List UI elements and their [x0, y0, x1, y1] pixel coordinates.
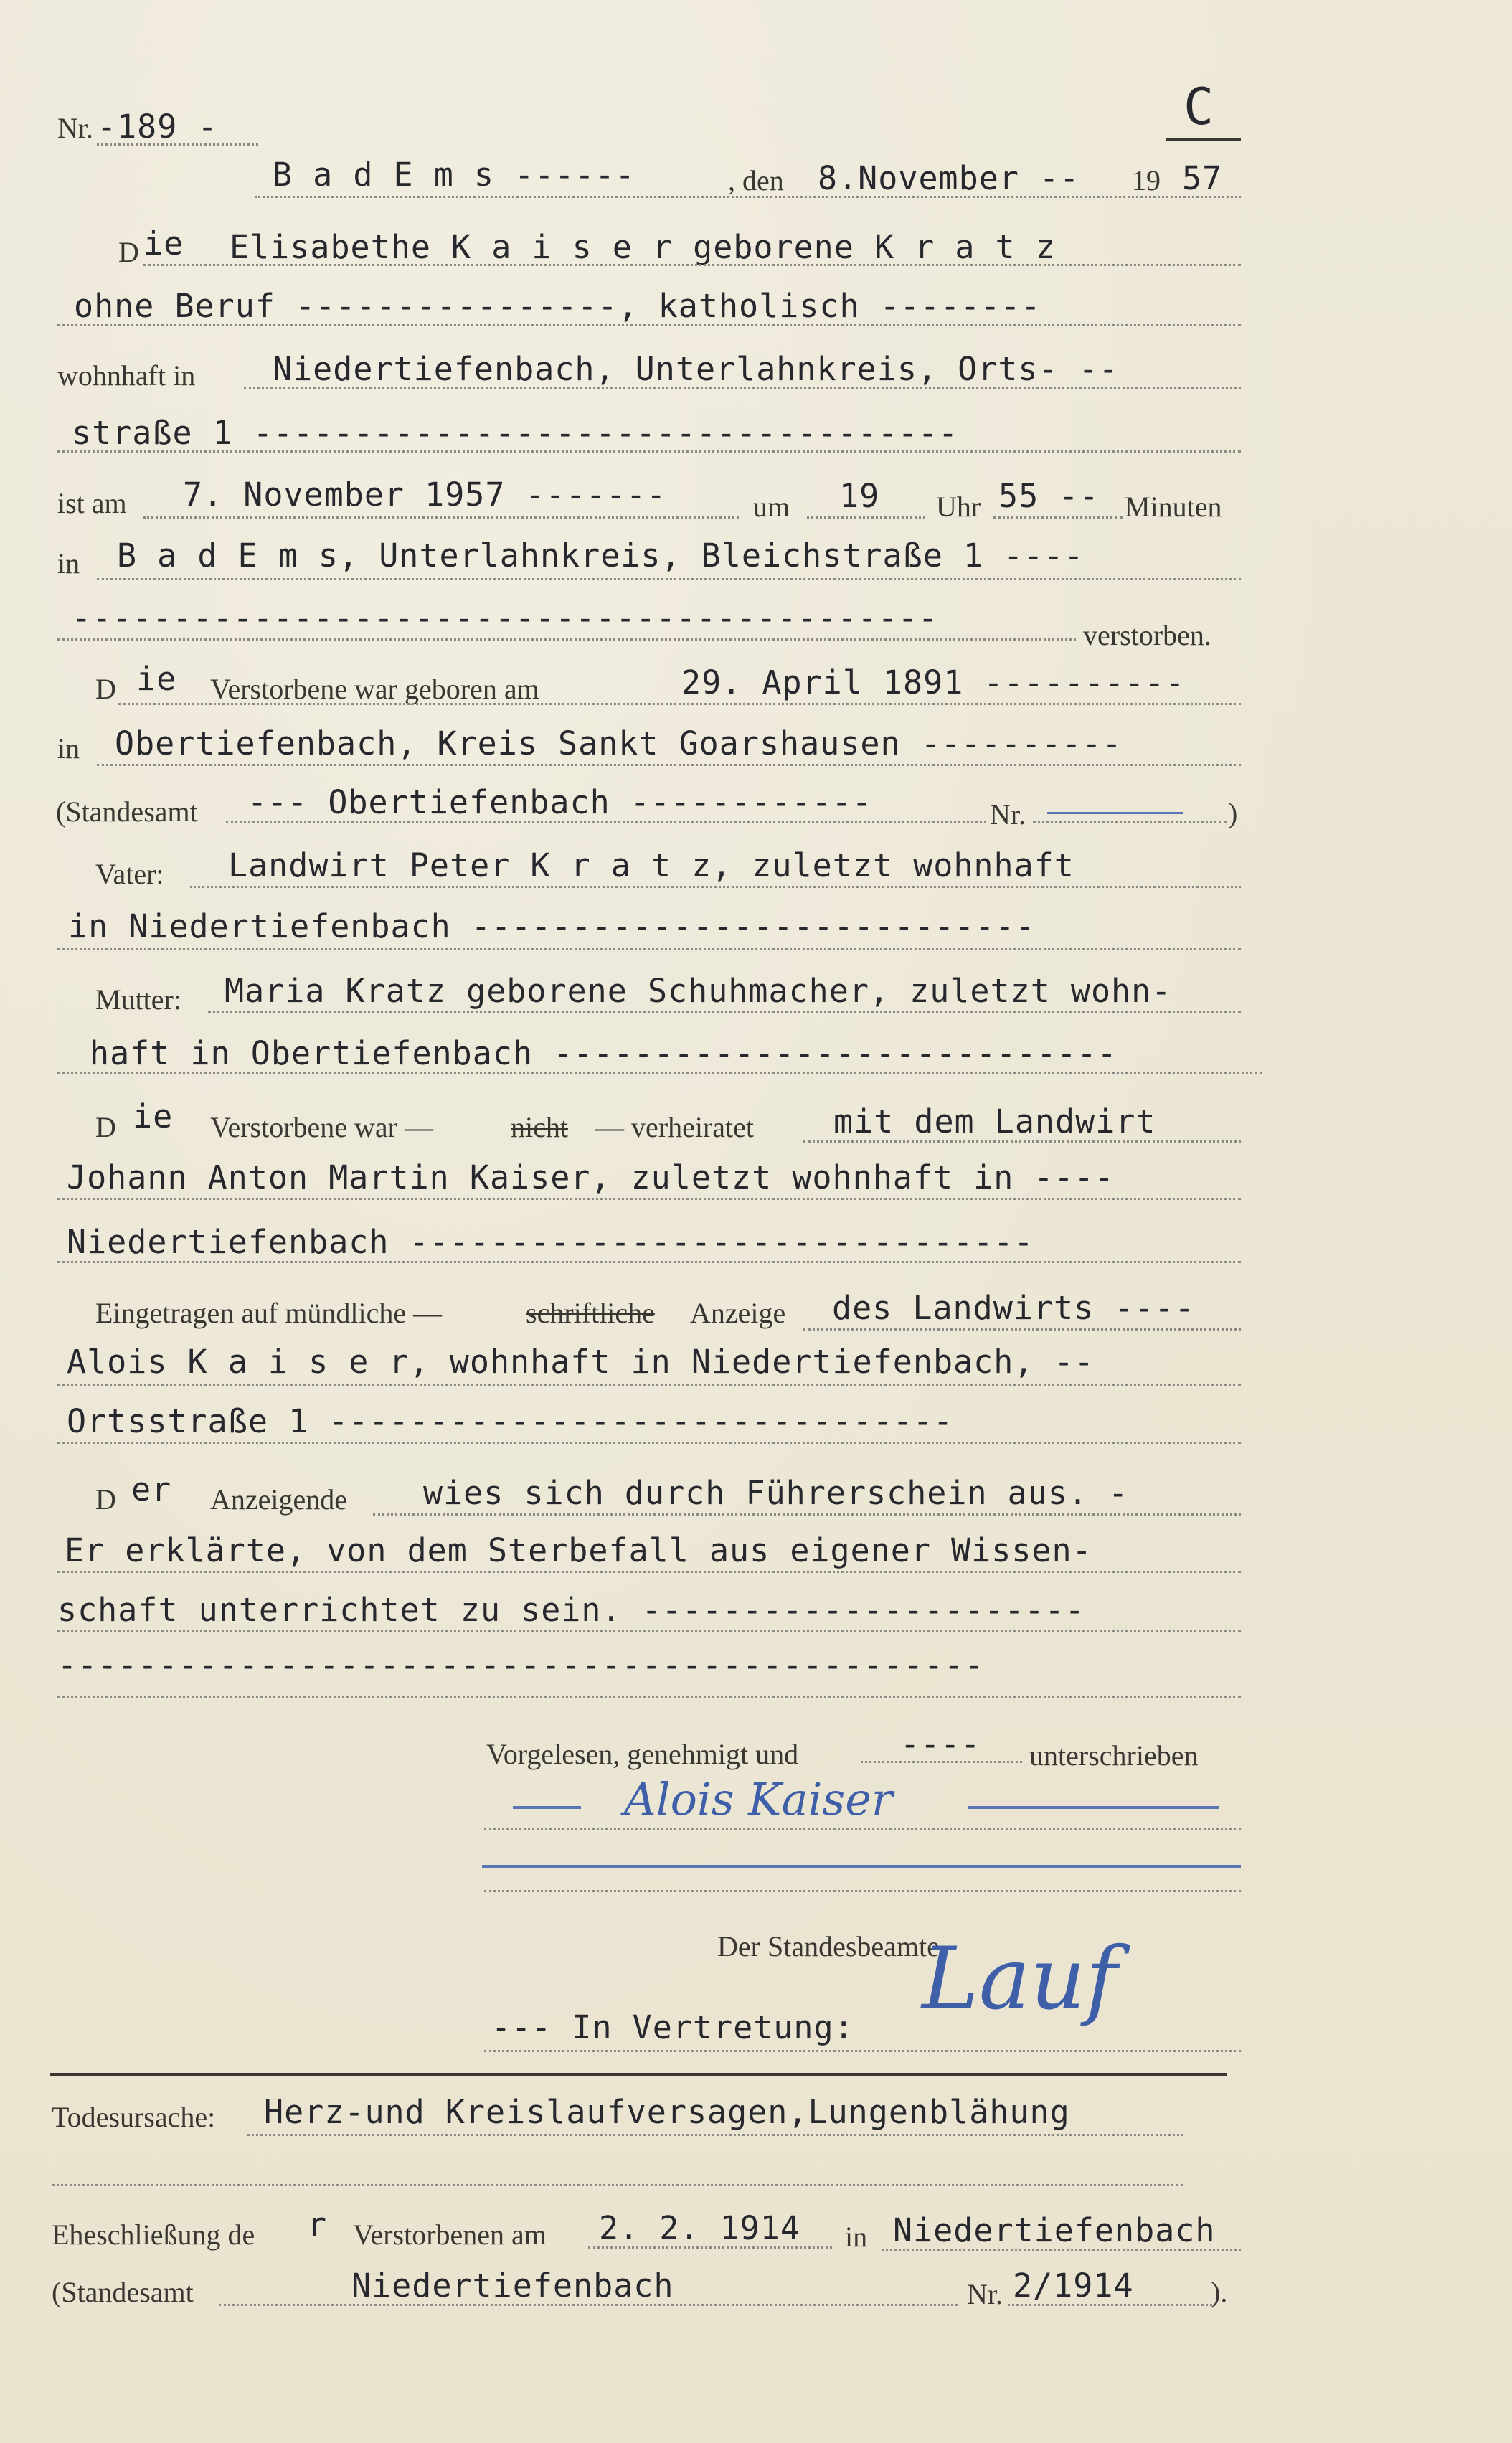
statement-line-3: ----------------------------------------------	[57, 1646, 985, 1684]
birth-in-label: in	[57, 732, 80, 765]
dotted-line	[57, 1696, 1241, 1698]
informant-line: Alois K a i s e r, wohnhaft in Niedertiefenbach, --	[67, 1343, 1095, 1381]
anzeigende-label: Anzeigende	[210, 1483, 348, 1516]
dotted-line	[57, 1630, 1241, 1632]
mother-line-1: Maria Kratz geborene Schuhmacher, zuletzt wohn-	[225, 972, 1172, 1010]
marriage-close: ).	[1211, 2276, 1228, 2308]
dotted-line	[484, 1828, 1241, 1830]
informant-prefix-suffix: er	[131, 1470, 172, 1508]
dotted-line	[97, 578, 1241, 580]
um-label: um	[753, 491, 790, 523]
dotted-line	[57, 1442, 1241, 1444]
signature-dash-right	[968, 1806, 1219, 1809]
father-line-1: Landwirt Peter K r a t z, zuletzt wohnhaft	[228, 846, 1074, 884]
cause-of-death: Herz-und Kreislaufversagen,Lungenblähung	[264, 2093, 1070, 2131]
address-line-1: Niedertiefenbach, Unterlahnkreis, Orts- --	[273, 350, 1119, 388]
marriage-date: 2. 2. 1914	[599, 2209, 800, 2247]
dotted-line	[57, 324, 1241, 326]
dotted-line	[255, 196, 1241, 198]
standesbeamte-label: Der Standesbeamte	[717, 1930, 940, 1962]
mother-label: Mutter:	[95, 983, 181, 1016]
dotted-line	[1033, 821, 1227, 823]
marriage-standesamt: Niedertiefenbach	[351, 2267, 674, 2305]
blank-nr-line	[1047, 812, 1183, 814]
marriage-nr: 2/1914	[1013, 2267, 1134, 2305]
marriage-suffix: r	[307, 2206, 328, 2244]
birth-place: Obertiefenbach, Kreis Sankt Goarshausen ----------	[115, 724, 1123, 762]
marriage-label-a: Eheschließung de	[52, 2218, 255, 2251]
person-prefix: D	[118, 236, 139, 268]
birth-date: 29. April 1891 ----------	[681, 663, 1186, 701]
dotted-line	[97, 143, 258, 146]
verstorben-label: verstorben.	[1083, 619, 1211, 651]
death-hour: 19	[839, 477, 880, 515]
standesamt-label: (Standesamt	[56, 795, 198, 828]
corner-letter: C	[1183, 77, 1215, 136]
dotted-line	[190, 886, 1241, 888]
year-prefix: 19	[1132, 164, 1161, 197]
death-place-continued: -------------------------------------------	[72, 599, 938, 637]
marital-label-a: Verstorbene war —	[210, 1111, 433, 1143]
dotted-line	[219, 2304, 958, 2306]
dotted-line	[57, 948, 1241, 950]
informant-intro: des Landwirts ----	[832, 1289, 1195, 1327]
registration-date: 8.November --	[818, 159, 1080, 197]
informant-prefix: D	[95, 1483, 116, 1516]
dotted-line	[57, 1072, 1262, 1074]
father-label: Vater:	[95, 858, 164, 890]
registration-year: 57	[1182, 159, 1223, 197]
dotted-line	[993, 516, 1123, 519]
place-of-registration: B a d E m s ------	[273, 156, 635, 194]
dotted-line	[226, 821, 986, 823]
dotted-line	[57, 450, 1241, 453]
identification-line: wies sich durch Führerschein aus. -	[423, 1474, 1129, 1512]
marital-label-b: — verheiratet	[595, 1111, 754, 1143]
occupation-religion: ohne Beruf ----------------, katholisch --------	[74, 287, 1041, 325]
marital-prefix: D	[95, 1111, 116, 1143]
mother-line-2: haft in Obertiefenbach ----------------------------	[90, 1034, 1118, 1072]
dotted-line	[882, 2249, 1241, 2251]
cause-label: Todesursache:	[52, 2101, 216, 2133]
schriftliche-struck: schriftliche	[526, 1297, 655, 1329]
dotted-line	[1008, 2304, 1212, 2306]
deceased-name: Elisabethe K a i s e r geborene K r a t z	[230, 228, 1056, 266]
dotted-line	[208, 1011, 1241, 1013]
marriage-in-label: in	[845, 2221, 868, 2253]
dotted-line	[803, 1328, 1241, 1331]
birth-standesamt: --- Obertiefenbach ------------	[247, 783, 872, 821]
dotted-line	[588, 2246, 832, 2249]
dotted-line	[803, 1140, 1241, 1143]
in-label: in	[57, 547, 80, 580]
death-date: 7. November 1957 -------	[183, 476, 667, 514]
dotted-line	[484, 1890, 1241, 1892]
official-signature: Lauf	[922, 1929, 1118, 2029]
vorgelesen-label: Vorgelesen, genehmigt und	[486, 1738, 799, 1770]
dotted-line	[373, 1513, 1241, 1516]
birth-prefix: D	[95, 673, 116, 705]
dotted-line	[143, 264, 1241, 266]
person-prefix-suffix: ie	[143, 225, 184, 263]
dotted-line	[244, 387, 1241, 389]
dotted-line	[52, 2184, 1183, 2186]
den-label: , den	[728, 164, 784, 197]
statement-line-2: schaft unterrichtet zu sein. ----------------------	[57, 1591, 1085, 1629]
marriage-label-b: Verstorbenen am	[353, 2218, 547, 2251]
birth-nr-label: Nr.	[990, 798, 1026, 831]
dotted-line	[57, 1571, 1241, 1573]
death-minute: 55 --	[998, 477, 1100, 515]
vorgelesen-fill: ----	[900, 1725, 981, 1763]
wohnhaft-label: wohnhaft in	[57, 359, 196, 392]
dotted-line	[57, 638, 1076, 641]
close-paren: )	[1228, 797, 1238, 829]
birth-prefix-suffix: ie	[136, 660, 177, 698]
uhr-label: Uhr	[936, 491, 981, 523]
dotted-line	[484, 2050, 1241, 2052]
dotted-line	[807, 516, 925, 519]
informant-signature: Alois Kaiser	[624, 1773, 893, 1825]
section-divider	[50, 2073, 1227, 2076]
marital-prefix-suffix: ie	[133, 1097, 174, 1135]
unterschrieben-label: unterschrieben	[1029, 1739, 1199, 1772]
corner-underline	[1166, 138, 1241, 141]
signature-underline	[482, 1865, 1241, 1868]
statement-line-1: Er erklärte, von dem Sterbefall aus eigener Wissen-	[65, 1531, 1092, 1569]
registration-label-b: Anzeige	[690, 1297, 786, 1329]
death-place: B a d E m s, Unterlahnkreis, Bleichstraße 1 ----	[117, 537, 1085, 575]
registration-label-a: Eingetragen auf mündliche —	[95, 1297, 443, 1329]
spouse-residence: Niedertiefenbach -------------------------------	[67, 1223, 1034, 1261]
signature-dash-left	[513, 1806, 581, 1809]
father-line-2: in Niedertiefenbach ----------------------------	[68, 907, 1036, 945]
nicht-struck: nicht	[511, 1111, 568, 1143]
address-line-2: straße 1 -----------------------------------	[72, 414, 959, 452]
dotted-line	[143, 516, 739, 519]
dotted-line	[861, 1761, 1022, 1763]
marriage-nr-label: Nr.	[967, 2278, 1003, 2310]
minuten-label: Minuten	[1125, 491, 1222, 523]
dotted-line	[118, 703, 1241, 705]
dotted-line	[97, 764, 1241, 766]
register-number: -189 -	[97, 108, 218, 146]
born-label: Verstorbene war geboren am	[210, 673, 539, 705]
spouse-line: Johann Anton Martin Kaiser, zuletzt wohnhaft in ----	[67, 1158, 1115, 1196]
nr-label: Nr.	[57, 112, 93, 144]
dotted-line	[57, 1384, 1241, 1386]
vertretung-line: --- In Vertretung:	[491, 2008, 854, 2046]
dotted-line	[247, 2134, 1183, 2136]
marital-line-1: mit dem Landwirt	[833, 1102, 1156, 1140]
dotted-line	[57, 1261, 1241, 1263]
informant-address: Ortsstraße 1 -------------------------------	[67, 1402, 954, 1440]
marriage-standesamt-label: (Standesamt	[52, 2276, 194, 2308]
marriage-place: Niedertiefenbach	[893, 2211, 1216, 2249]
dotted-line	[57, 1198, 1241, 1200]
ist-am-label: ist am	[57, 487, 127, 519]
